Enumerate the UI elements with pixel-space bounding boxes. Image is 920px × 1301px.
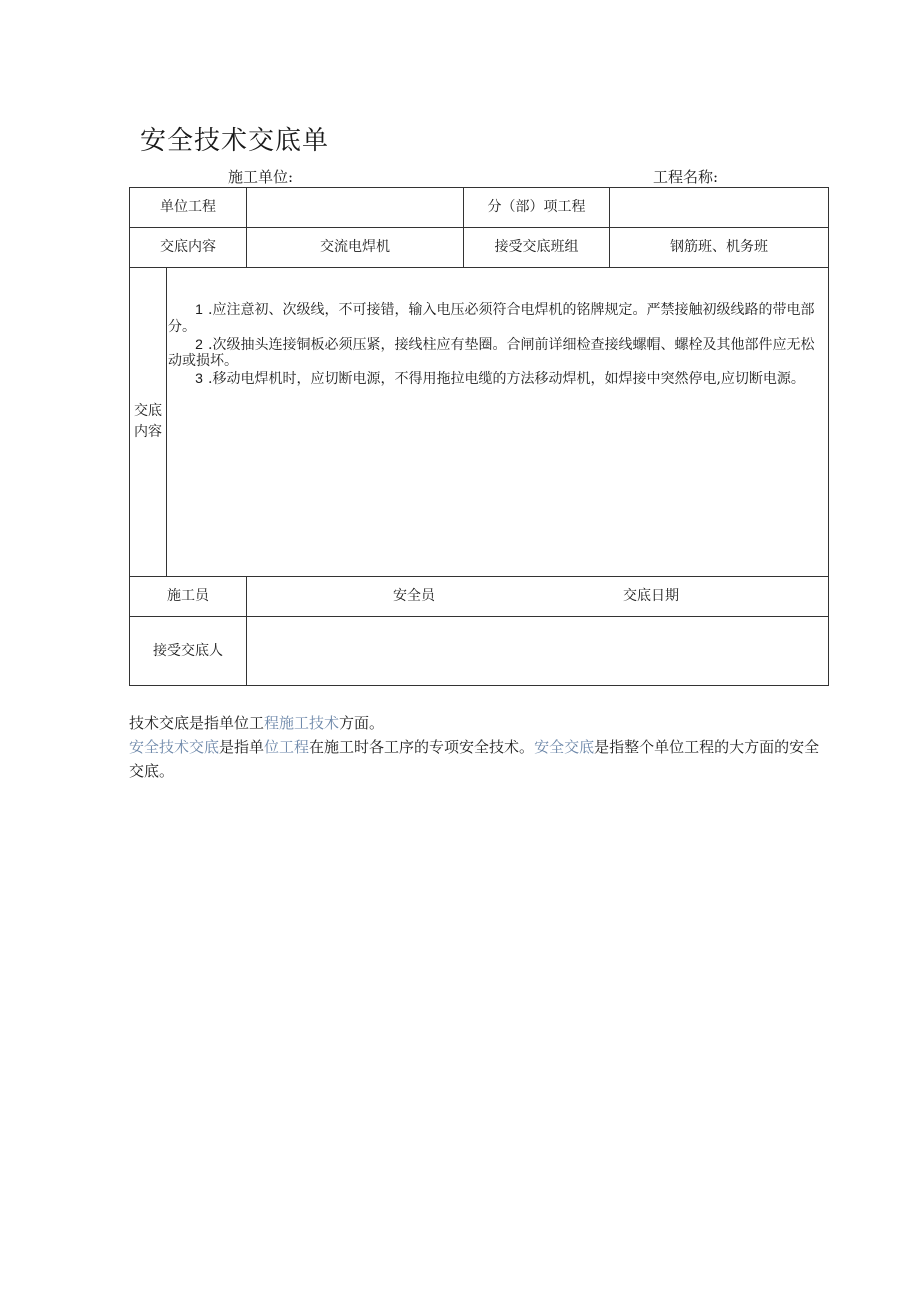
content-label: 交底内容 bbox=[130, 228, 247, 268]
project-name-label: 工程名称: bbox=[653, 168, 719, 186]
item-text: .应注意初、次级线，不可接错，输入电压必须符合电焊机的铭牌规定。严禁接触初级线路的带电部分。 bbox=[168, 302, 815, 335]
item-number: 3 bbox=[195, 370, 203, 387]
footer-link[interactable]: 程施工技术 bbox=[264, 714, 340, 732]
construction-unit-label: 施工单位: bbox=[228, 168, 294, 186]
footer-text: 是指整个单位工程的大方面的安全交底。 bbox=[129, 738, 820, 780]
table-row bbox=[130, 188, 829, 228]
disclosure-content-side-cell bbox=[130, 268, 167, 577]
recipient-field[interactable] bbox=[247, 617, 829, 686]
footer-line-2 bbox=[129, 735, 829, 783]
unit-project-label: 单位工程 bbox=[130, 188, 247, 228]
item-text: .次级抽头连接铜板必须压紧，接线柱应有垫圈。合闸前详细检查接线螺帽、螺栓及其他部件应无松动或损坏。 bbox=[168, 336, 815, 370]
content-value: 交流电焊机 bbox=[247, 228, 464, 268]
footer-text: 方面。 bbox=[339, 714, 385, 732]
disclosure-content-side-label: 交底内容 bbox=[134, 403, 162, 440]
receiving-team-value: 钢筋班、机务班 bbox=[610, 228, 829, 268]
item-number: 1 bbox=[195, 301, 203, 317]
list-item bbox=[168, 301, 824, 336]
receiving-team-label: 接受交底班组 bbox=[464, 228, 610, 268]
sub-project-label: 分（部）项工程 bbox=[464, 188, 610, 228]
disclosure-form-table bbox=[129, 187, 829, 686]
list-item bbox=[168, 336, 824, 371]
footer-link[interactable]: 安全交底 bbox=[534, 738, 595, 756]
footer-notes bbox=[129, 711, 829, 783]
footer-text: 是指单 bbox=[219, 738, 265, 756]
disclosure-content-body bbox=[167, 268, 829, 577]
recipient-label: 接受交底人 bbox=[130, 617, 247, 686]
footer-line-1 bbox=[129, 711, 829, 735]
list-item bbox=[168, 370, 824, 388]
page-title: 安全技术交底单 bbox=[140, 126, 330, 156]
sub-project-field[interactable] bbox=[610, 188, 829, 228]
footer-link[interactable]: 位工程 bbox=[264, 738, 310, 756]
item-text: .移动电焊机时，应切断电源，不得用拖拉电缆的方法移动焊机，如焊接中突然停电,应切断电源。 bbox=[208, 371, 805, 388]
table-row bbox=[130, 268, 829, 577]
table-row bbox=[130, 228, 829, 268]
table-row bbox=[130, 617, 829, 686]
table-row bbox=[130, 577, 829, 617]
signature-row-cell bbox=[247, 577, 829, 617]
safety-officer-label: 安全员 bbox=[393, 588, 435, 604]
constructor-label: 施工员 bbox=[130, 577, 247, 617]
footer-text: 在施工时各工序的专项安全技术。 bbox=[309, 738, 535, 756]
disclosure-date-label: 交底日期 bbox=[623, 588, 679, 604]
footer-text: 技术交底是指单位工 bbox=[129, 714, 265, 732]
item-number: 2 bbox=[195, 335, 203, 352]
unit-project-field[interactable] bbox=[247, 188, 464, 228]
footer-link[interactable]: 安全技术交底 bbox=[129, 738, 220, 756]
